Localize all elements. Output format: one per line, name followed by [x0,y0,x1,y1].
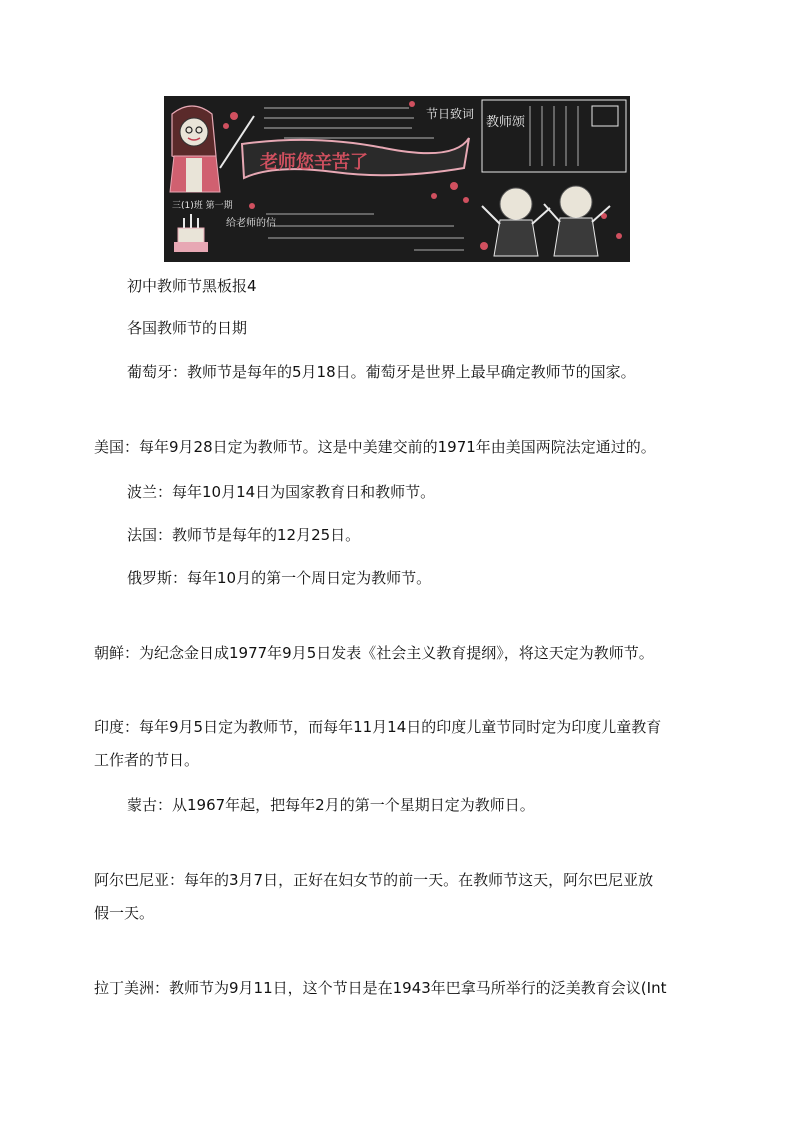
blackboard-newspaper-image [164,96,630,262]
side-label: 教师颂 [486,115,526,130]
letter-caption: 给老师的信 [226,218,276,229]
paragraph-poland: 波兰：每年10月14日为国家教育日和教师节。 [127,483,436,501]
paragraph-mongolia: 蒙古：从1967年起，把每年2月的第一个星期日定为教师日。 [127,796,535,814]
greeting-heading: 节日致词 [426,107,475,121]
paragraph-north-korea: 朝鲜：为纪念金日成1977年9月5日发表《社会主义教育提纲》，将这天定为教师节。 [94,644,654,662]
paragraph-france: 法国：教师节是每年的12月25日。 [127,526,361,544]
class-label: 三(1)班 第一期 [172,201,233,211]
paragraph-albania-line-1: 阿尔巴尼亚：每年的3月7日，正好在妇女节的前一天。在教师节这天，阿尔巴尼亚放 [94,871,654,889]
paragraph-india-line-1: 印度：每年9月5日定为教师节，而每年11月14日的印度儿童节同时定为印度儿童教育 [94,718,662,736]
paragraph-portugal: 葡萄牙：教师节是每年的5月18日。葡萄牙是世界上最早确定教师节的国家。 [127,363,636,381]
paragraph-usa: 美国：每年9月28日定为教师节。这是中美建交前的1971年由美国两院法定通过的。 [94,438,656,456]
section-title: 各国教师节的日期 [127,319,248,337]
blackboard-title: 老师您辛苦了 [260,152,368,173]
image-caption: 初中教师节黑板报4 [127,277,257,295]
paragraph-albania-line-2: 假一天。 [94,904,155,922]
paragraph-russia: 俄罗斯：每年10月的第一个周日定为教师节。 [127,569,432,587]
paragraph-india-line-2: 工作者的节日。 [94,751,200,769]
paragraph-latin-america: 拉丁美洲：教师节为9月11日，这个节日是在1943年巴拿马所举行的泛美教育会议(Int [94,979,667,997]
